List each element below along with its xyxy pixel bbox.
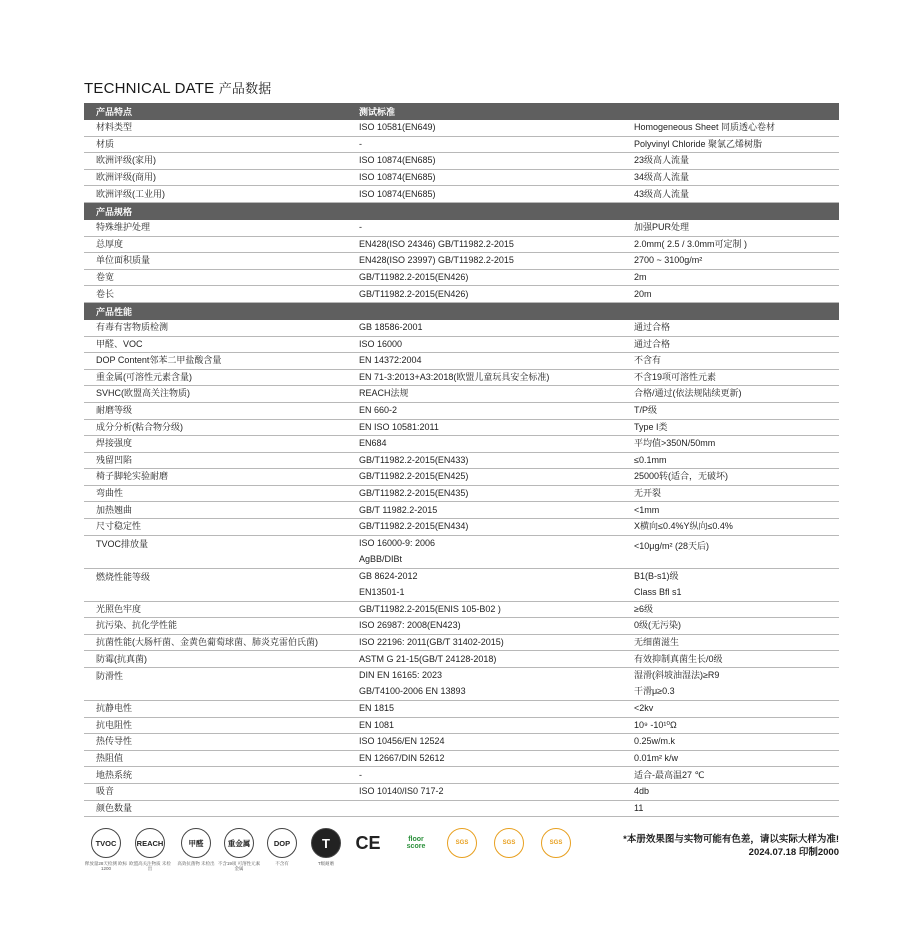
value-line: ≤0.1mm	[634, 454, 667, 465]
row-name: 欧洲评级(商用)	[96, 171, 156, 182]
table-row	[84, 635, 839, 652]
header-cell: 产品规格	[96, 206, 133, 217]
value-line: Homogeneous Sheet 同质透心卷材	[634, 122, 776, 133]
row-standard	[359, 770, 634, 781]
table-row	[84, 718, 839, 735]
value-line: 无开裂	[634, 488, 662, 499]
table-row	[84, 370, 839, 387]
value-line: 干滑μ≥0.3	[634, 686, 675, 697]
title-cn: 产品数据	[218, 82, 272, 97]
cert-badge	[304, 828, 348, 866]
row-value	[634, 488, 839, 499]
standard-line: GB/T11982.2-2015(EN426)	[359, 271, 469, 282]
value-line: <2kv	[634, 703, 654, 714]
row-value	[634, 720, 839, 731]
cert-icon: 重金属	[224, 828, 254, 858]
row-value	[634, 272, 839, 283]
cert-icon: 甲醛	[181, 828, 211, 858]
row-value	[634, 339, 839, 350]
table-row	[84, 536, 839, 569]
value-line: 合格/通过(依法规陆续更新)	[634, 388, 742, 399]
table-row	[84, 270, 839, 287]
row-value	[634, 405, 839, 416]
cert-icon: SGS	[494, 828, 524, 858]
row-name: 欧洲评级(家用)	[96, 155, 156, 166]
row-standard	[359, 620, 634, 631]
row-name: 颜色数量	[96, 802, 133, 813]
standard-line: AgBB/DIBt	[359, 554, 403, 565]
value-line: B1(B-s1)级	[634, 571, 679, 582]
row-name: 地热系统	[96, 769, 133, 780]
row-value	[634, 637, 839, 648]
row-value	[634, 355, 839, 366]
standard-line: GB/T4100-2006 EN 13893	[359, 686, 466, 697]
row-name: 耐磨等级	[96, 405, 133, 416]
value-line: ≥6级	[634, 603, 653, 614]
standard-line: EN428(ISO 23997) GB/T11982.2-2015	[359, 255, 514, 266]
cert-badge	[128, 828, 172, 872]
standard-line: EN 1081	[359, 719, 395, 730]
row-value	[634, 736, 839, 747]
header-cell: 产品特点	[96, 107, 133, 117]
row-standard	[359, 521, 634, 532]
row-name: 弯曲性	[96, 488, 124, 499]
standard-line: GB/T11982.2-2015(EN435)	[359, 488, 469, 499]
value-line: 不含19项可溶性元素	[634, 371, 717, 382]
value-line: 无细菌滋生	[634, 637, 680, 648]
row-value	[634, 536, 839, 568]
cert-caption: 不含有	[275, 861, 289, 866]
row-name: 防霉(抗真菌)	[96, 653, 147, 664]
cert-badge	[534, 828, 578, 861]
cert-icon: TVOC	[91, 828, 121, 858]
value-line: Class Bfl s1	[634, 587, 682, 598]
standard-line: GB 18586-2001	[359, 322, 423, 333]
table-row	[84, 436, 839, 453]
value-line: 平均值>350N/50mm	[634, 438, 716, 449]
row-standard	[359, 703, 634, 714]
row-value	[634, 189, 839, 200]
row-name: 焊接强度	[96, 438, 133, 449]
value-line: <1mm	[634, 504, 660, 515]
row-value	[634, 521, 839, 532]
header-cell: 测试标准	[359, 107, 396, 117]
row-name: 加热翘曲	[96, 504, 133, 515]
table-row	[84, 453, 839, 470]
table-row	[84, 602, 839, 619]
table-row	[84, 618, 839, 635]
standard-line: REACH法规	[359, 388, 409, 399]
row-value	[634, 172, 839, 183]
value-line: 25000转(适合，无破坏)	[634, 471, 729, 482]
row-name: 有毒有害物质检测	[96, 322, 169, 333]
row-standard	[359, 536, 634, 568]
cert-caption: 释放量28天检测 欧标1200	[84, 861, 128, 872]
row-name: 单位面积质量	[96, 255, 151, 266]
standard-line: DIN EN 16165: 2023	[359, 670, 443, 681]
standard-line: EN 14372:2004	[359, 355, 422, 366]
row-standard	[359, 239, 634, 250]
table-row	[84, 337, 839, 354]
value-line: 0.25w/m.k	[634, 736, 676, 747]
row-standard	[359, 122, 634, 133]
row-name: 材质	[96, 138, 115, 149]
table-row	[84, 767, 839, 784]
value-line: 11	[634, 802, 644, 813]
value-line: 湿滑(斜坡油湿法)≥R9	[634, 670, 720, 681]
standard-line: ISO 26987: 2008(EN423)	[359, 620, 461, 631]
value-line: 10⁹ -10¹⁰Ω	[634, 719, 677, 730]
section-header	[84, 303, 839, 320]
table-row	[84, 469, 839, 486]
value-line: T/P级	[634, 405, 658, 416]
row-standard	[359, 438, 634, 449]
table-row	[84, 403, 839, 420]
table-row	[84, 286, 839, 303]
value-line: 23级高人流量	[634, 155, 690, 166]
value-line: 20m	[634, 288, 652, 299]
standard-line: EN684	[359, 438, 387, 449]
table-row	[84, 420, 839, 437]
row-name: 椅子脚轮实验耐磨	[96, 471, 169, 482]
row-standard	[359, 488, 634, 499]
table-row	[84, 353, 839, 370]
row-value	[634, 620, 839, 631]
row-name: 卷宽	[96, 271, 115, 282]
standard-line: ISO 10581(EN649)	[359, 122, 436, 133]
standard-line: EN 1815	[359, 703, 395, 714]
value-line: 2.0mm( 2.5 / 3.0mm可定制 )	[634, 238, 748, 249]
standard-line: ISO 16000	[359, 338, 403, 349]
table-row	[84, 668, 839, 701]
standard-line: -	[359, 769, 362, 780]
title-en: TECHNICAL DATE	[84, 80, 215, 97]
row-name: DOP Content邻苯二甲盐酸含量	[96, 355, 222, 366]
disclaimer: *本册效果图与实物可能有色差，请以实际大样为准!	[623, 834, 839, 845]
row-name: 抗电阻性	[96, 719, 133, 730]
row-value	[634, 654, 839, 665]
standard-line: GB 8624-2012	[359, 571, 418, 582]
row-value	[634, 604, 839, 615]
row-name: 欧洲评级(工业用)	[96, 188, 165, 199]
row-standard	[359, 255, 634, 266]
row-standard	[359, 422, 634, 433]
row-value	[634, 703, 839, 714]
row-value	[634, 455, 839, 466]
row-value	[634, 422, 839, 433]
row-standard	[359, 455, 634, 466]
cert-badge	[260, 828, 304, 866]
value-line: 加强PUR处理	[634, 222, 690, 233]
standard-line: GB/T 11982.2-2015	[359, 504, 438, 515]
value-line: 0级(无污染)	[634, 620, 681, 631]
row-standard	[359, 222, 634, 233]
standard-line: -	[359, 138, 362, 149]
value-line: <10μg/m² (28天后)	[634, 540, 709, 551]
value-line: 通过合格	[634, 322, 671, 333]
cert-caption: 高效抗菌物 未检出	[177, 861, 215, 866]
row-standard	[359, 155, 634, 166]
value-line: Polyvinyl Chloride 聚氯乙烯树脂	[634, 138, 763, 149]
row-name: 防滑性	[96, 671, 124, 682]
row-name: 燃烧性能等级	[96, 571, 151, 582]
row-name: 光照色牢度	[96, 603, 142, 614]
table-row	[84, 502, 839, 519]
row-standard	[359, 339, 634, 350]
row-value	[634, 388, 839, 399]
cert-badge	[84, 828, 128, 872]
row-name: 特殊维护处理	[96, 222, 151, 233]
footer	[84, 828, 839, 878]
row-standard	[359, 786, 634, 797]
table-row	[84, 486, 839, 503]
row-standard	[359, 505, 634, 516]
standard-line: GB/T11982.2-2015(EN425)	[359, 471, 469, 482]
standard-line: EN ISO 10581:2011	[359, 421, 439, 432]
cert-badge	[394, 828, 438, 861]
standard-line: ISO 10874(EN685)	[359, 188, 436, 199]
row-value	[634, 222, 839, 233]
table-row	[84, 253, 839, 270]
row-standard	[359, 139, 634, 150]
cert-caption: 欧盟高关注物质 未检出	[129, 861, 171, 872]
row-name: 热传导性	[96, 736, 133, 747]
section-header	[84, 103, 839, 120]
row-standard	[359, 388, 634, 399]
row-standard	[359, 372, 634, 383]
row-value	[634, 255, 839, 266]
cert-badge	[217, 828, 261, 872]
page-title	[84, 78, 272, 97]
value-line: 有效抑制真菌生长/0级	[634, 653, 723, 664]
standard-line: ISO 10874(EN685)	[359, 155, 436, 166]
standard-line: GB/T11982.2-2015(EN433)	[359, 454, 469, 465]
standard-line: GB/T11982.2-2015(EN434)	[359, 521, 469, 532]
row-name: 卷长	[96, 288, 115, 299]
row-name: TVOC排放量	[96, 538, 149, 549]
standard-line: EN 71-3:2013+A3:2018(欧盟儿童玩具安全标准)	[359, 371, 550, 382]
row-name: 尺寸稳定性	[96, 521, 142, 532]
standard-line: -	[359, 222, 362, 233]
cert-icon: REACH	[135, 828, 165, 858]
table-row	[84, 751, 839, 768]
table-row	[84, 784, 839, 801]
row-standard	[359, 355, 634, 366]
row-value	[634, 122, 839, 133]
standard-line: ISO 16000-9: 2006	[359, 538, 436, 549]
value-line: 2m	[634, 271, 647, 282]
row-value	[634, 289, 839, 300]
row-value	[634, 139, 839, 150]
standard-line: ASTM G 21-15(GB/T 24128-2018)	[359, 653, 497, 664]
print-date: 2024.07.18 印制2000	[748, 846, 839, 858]
table-row	[84, 519, 839, 536]
value-line: X横向≤0.4%Y纵向≤0.4%	[634, 521, 733, 532]
table-row	[84, 153, 839, 170]
row-standard	[359, 471, 634, 482]
row-standard	[359, 189, 634, 200]
row-name: 抗菌性能(大肠杆菌、金黄色葡萄球菌、肺炎克雷伯氏菌)	[96, 637, 318, 648]
table-row	[84, 701, 839, 718]
value-line: 4db	[634, 786, 650, 797]
cert-icon: SGS	[447, 828, 477, 858]
row-standard	[359, 405, 634, 416]
table-row	[84, 137, 839, 154]
cert-badge	[346, 828, 390, 861]
table-row	[84, 569, 839, 602]
table-row	[84, 734, 839, 751]
standard-line: GB/T11982.2-2015(EN426)	[359, 288, 469, 299]
row-standard	[359, 289, 634, 300]
table-row	[84, 386, 839, 403]
print-note	[623, 834, 839, 860]
row-name: 总厚度	[96, 238, 124, 249]
standard-line: ISO 10456/EN 12524	[359, 736, 445, 747]
standard-line: EN13501-1	[359, 587, 405, 598]
row-name: 甲醛、VOC	[96, 338, 143, 349]
standard-line: GB/T11982.2-2015(ENIS 105-B02 )	[359, 603, 501, 614]
row-name: 材料类型	[96, 122, 133, 133]
row-name: 吸音	[96, 786, 115, 797]
row-name: 抗静电性	[96, 703, 133, 714]
row-name: 成分分析(粘合物分级)	[96, 421, 183, 432]
table-row	[84, 651, 839, 668]
row-standard	[359, 272, 634, 283]
table-row	[84, 186, 839, 203]
row-value	[634, 471, 839, 482]
row-standard	[359, 604, 634, 615]
header-cell: 产品性能	[96, 306, 133, 317]
standard-line: EN428(ISO 24346) GB/T11982.2-2015	[359, 238, 514, 249]
row-value	[634, 372, 839, 383]
table-row	[84, 220, 839, 237]
row-standard	[359, 736, 634, 747]
cert-badge	[174, 828, 218, 866]
cert-icon: DOP	[267, 828, 297, 858]
value-line: 适合-最高温27 ℃	[634, 769, 705, 780]
section-header	[84, 203, 839, 220]
value-line: 34级高人流量	[634, 171, 690, 182]
row-standard	[359, 668, 634, 700]
row-name: 抗污染、抗化学性能	[96, 620, 178, 631]
row-standard	[359, 637, 634, 648]
row-value	[634, 438, 839, 449]
row-value	[634, 505, 839, 516]
cert-icon: floor score	[406, 836, 426, 850]
row-value	[634, 239, 839, 250]
table-row	[84, 801, 839, 818]
row-name: 重金属(可溶性元素含量)	[96, 371, 192, 382]
row-value	[634, 753, 839, 764]
value-line: 不含有	[634, 355, 662, 366]
row-name: 残留凹陷	[96, 454, 133, 465]
standard-line: ISO 10140/IS0 717-2	[359, 786, 444, 797]
row-name: SVHC(欧盟高关注物质)	[96, 388, 190, 399]
table-row	[84, 120, 839, 137]
row-value	[634, 322, 839, 333]
value-line: 0.01m² k/w	[634, 752, 679, 763]
value-line: 通过合格	[634, 338, 671, 349]
row-standard	[359, 569, 634, 601]
cert-icon: T	[311, 828, 341, 858]
cert-caption: T级耐磨	[317, 861, 335, 866]
row-standard	[359, 322, 634, 333]
row-standard	[359, 172, 634, 183]
row-standard	[359, 654, 634, 665]
standard-line: EN 660-2	[359, 405, 398, 416]
value-line: 43级高人流量	[634, 188, 690, 199]
row-standard	[359, 720, 634, 731]
row-value	[634, 569, 839, 601]
cert-icon: SGS	[541, 828, 571, 858]
standard-line: ISO 10874(EN685)	[359, 171, 436, 182]
cert-caption: 不含19项 可溶性元素金属	[217, 861, 261, 872]
standard-line: EN 12667/DIN 52612	[359, 752, 445, 763]
table-row	[84, 320, 839, 337]
row-value	[634, 668, 839, 700]
table-row	[84, 170, 839, 187]
row-value	[634, 770, 839, 781]
table-row	[84, 237, 839, 254]
row-value	[634, 786, 839, 797]
standard-line: ISO 22196: 2011(GB/T 31402-2015)	[359, 637, 504, 648]
spec-table	[84, 103, 839, 817]
cert-icon: CE	[355, 832, 381, 853]
row-value	[634, 155, 839, 166]
cert-badge	[440, 828, 484, 861]
cert-badge	[487, 828, 531, 861]
row-name: 热阻值	[96, 752, 124, 763]
value-line: 2700 ~ 3100g/m²	[634, 255, 703, 266]
row-standard	[359, 753, 634, 764]
value-line: Type I类	[634, 421, 668, 432]
row-value	[634, 803, 839, 814]
